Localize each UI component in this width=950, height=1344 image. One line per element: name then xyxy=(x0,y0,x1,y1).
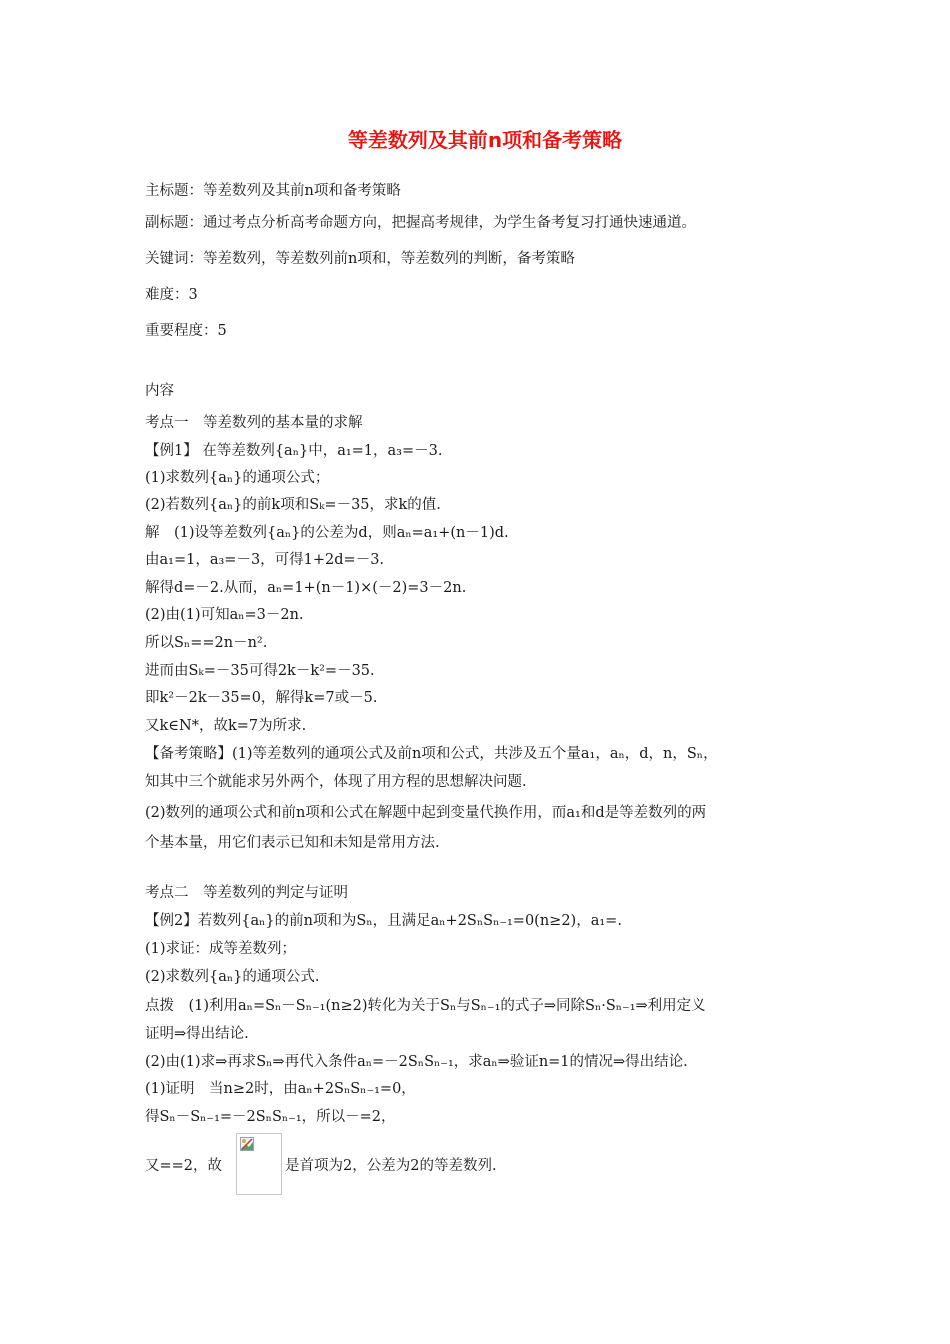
hint-line: 证明⇒得出结论. xyxy=(145,1026,249,1042)
proof-last-line-tail: 是首项为2，公差为2的等差数列. xyxy=(285,1158,497,1174)
hint-line: (2)由(1)求⇒再求Sₙ⇒再代入条件aₙ=－2SₙSₙ₋₁，求aₙ⇒验证n=1的情况⇒得出结论. xyxy=(145,1054,688,1070)
section1-line: (1)求数列{aₙ}的通项公式； xyxy=(145,470,330,486)
section1-line: 即k²－2k－35=0，解得k=7或－5. xyxy=(145,690,378,706)
document-title: 等差数列及其前n项和备考策略 xyxy=(347,128,623,152)
broken-image-placeholder xyxy=(236,1133,282,1195)
section1-line: 又k∈N*，故k=7为所求. xyxy=(145,718,307,734)
section2-line: (2)求数列{aₙ}的通项公式. xyxy=(145,969,320,985)
content-label: 内容 xyxy=(145,383,174,399)
section1-line: 进而由Sₖ=－35可得2k－k²=－35. xyxy=(145,663,375,679)
strategy-line: 知其中三个就能求另外两个，体现了用方程的思想解决问题. xyxy=(145,774,527,790)
importance-line: 重要程度：5 xyxy=(145,323,227,339)
strategy-line: 【备考策略】(1)等差数列的通项公式及前n项和公式，共涉及五个量a₁，aₙ，d，n，Sₙ， xyxy=(145,746,718,762)
section1-line: 由a₁=1，a₃=－3，可得1+2d=－3. xyxy=(145,552,385,568)
section1-line: 所以Sₙ==2n－n². xyxy=(145,635,268,651)
section2-heading: 考点二 等差数列的判定与证明 xyxy=(145,885,348,901)
hint-line: 点拨 (1)利用aₙ=Sₙ－Sₙ₋₁(n≥2)转化为关于Sₙ与Sₙ₋₁的式子⇒同除Sₙ·Sₙ₋₁⇒利用定义 xyxy=(145,998,706,1014)
difficulty-line: 难度：3 xyxy=(145,287,198,303)
section1-line: 【例1】 在等差数列{aₙ}中，a₁=1，a₃=－3. xyxy=(145,443,443,459)
section1-line: (2)若数列{aₙ}的前k项和Sₖ=－35，求k的值. xyxy=(145,497,441,513)
keywords-line: 关键词：等差数列，等差数列前n项和，等差数列的判断，备考策略 xyxy=(145,251,575,267)
section1-line: (2)由(1)可知aₙ=3－2n. xyxy=(145,607,304,623)
proof-last-line-head: 又==2，故 xyxy=(145,1158,223,1174)
section2-line: (1)求证：成等差数列； xyxy=(145,941,297,957)
broken-image-icon xyxy=(240,1137,254,1151)
subtitle-line: 副标题：通过考点分析高考命题方向，把握高考规律，为学生备考复习打通快速通道。 xyxy=(145,215,696,231)
section2-line: 【例2】若数列{aₙ}的前n项和为Sₙ，且满足aₙ+2SₙSₙ₋₁=0(n≥2)，a₁=. xyxy=(145,913,622,929)
section1-line: 解 (1)设等差数列{aₙ}的公差为d，则aₙ=a₁+(n－1)d. xyxy=(145,525,509,541)
strategy-line: 个基本量，用它们表示已知和未知是常用方法. xyxy=(145,835,440,851)
section1-heading: 考点一 等差数列的基本量的求解 xyxy=(145,415,363,431)
strategy-line: (2)数列的通项公式和前n项和公式在解题中起到变量代换作用，而a₁和d是等差数列的两 xyxy=(145,805,707,821)
section1-line: 解得d=－2.从而，aₙ=1+(n－1)×(－2)=3－2n. xyxy=(145,580,467,596)
proof-line: (1)证明 当n≥2时，由aₙ+2SₙSₙ₋₁=0， xyxy=(145,1081,416,1097)
main-title-line: 主标题：等差数列及其前n项和备考策略 xyxy=(145,183,401,199)
proof-line: 得Sₙ－Sₙ₋₁=－2SₙSₙ₋₁，所以－=2， xyxy=(145,1109,396,1125)
